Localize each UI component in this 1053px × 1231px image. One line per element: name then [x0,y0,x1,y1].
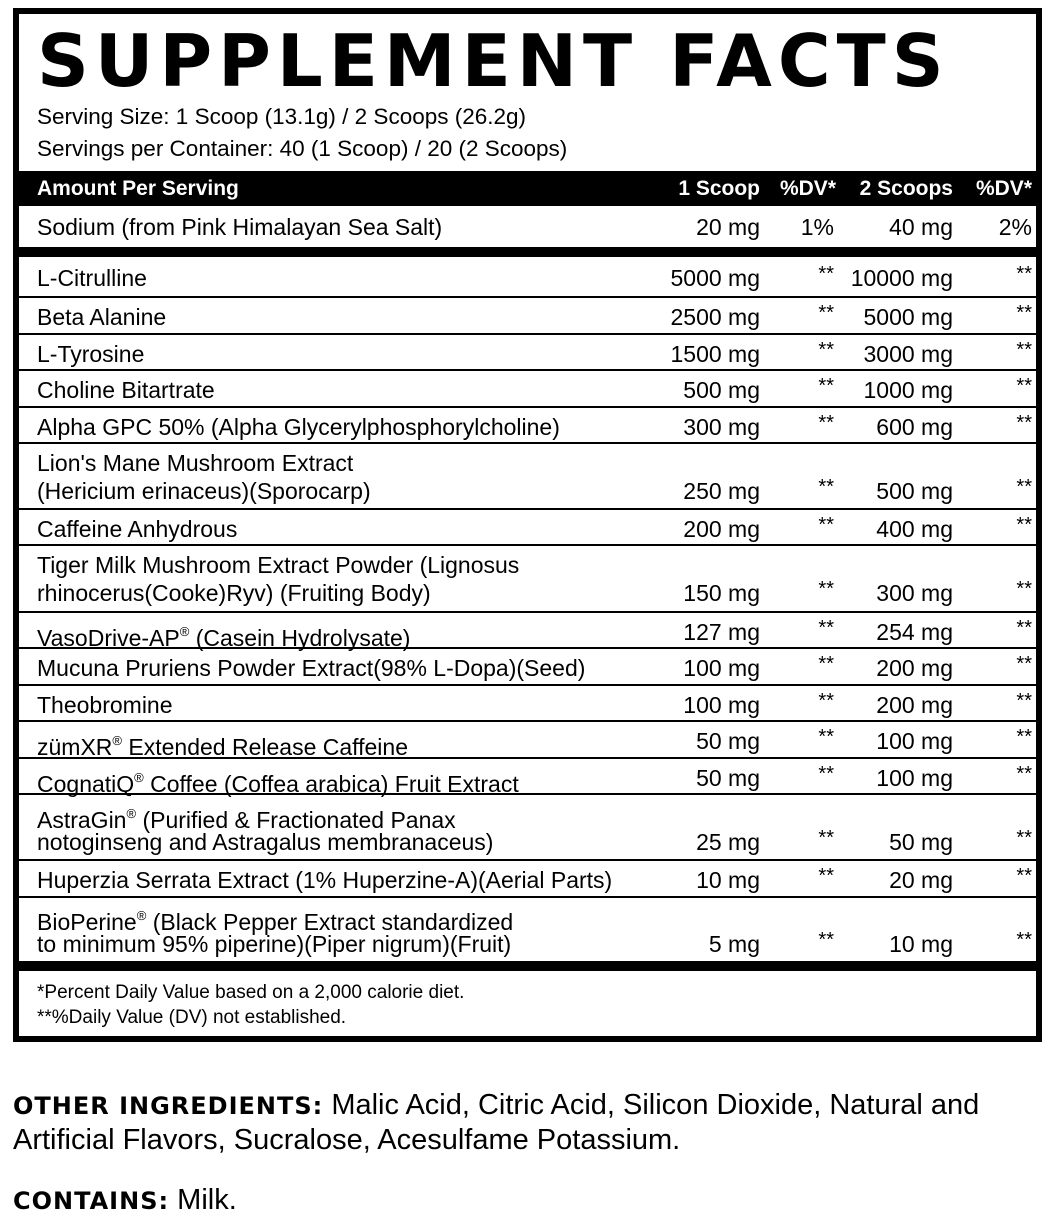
ingredient-row [19,684,1036,721]
registered-mark: ® [179,624,190,639]
ingredient-name-text: L-Citrulline [37,265,147,291]
dv-1-scoop: ** [818,375,834,397]
amount-2-scoops: 300 mg [876,580,953,606]
servings-per-container: Servings per Container: 40 (1 Scoop) / 20 (2 Scoops) [37,136,568,161]
registered-mark: ® [134,770,144,785]
amount-2-scoops: 200 mg [876,692,953,718]
dv-1-scoop: ** [818,763,834,785]
dv-1-scoop: ** [818,578,834,600]
amount-2-scoops: 100 mg [876,728,953,754]
amount-1-scoop: 50 mg [696,728,760,754]
registered-mark: ® [126,806,137,821]
amount-2-scoops: 50 mg [889,829,953,855]
header-dv2: %DV* [975,177,1032,200]
ingredient-row [19,333,1036,370]
amount-1-scoop: 1500 mg [670,341,760,367]
ingredient-row [19,508,1036,545]
serving-size: Serving Size: 1 Scoop (13.1g) / 2 Scoops (26.2g) [37,104,527,129]
amount-2-scoops: 20 mg [889,867,953,893]
amount-2-scoops: 1000 mg [863,377,953,403]
footnote-not-established: **%Daily Value (DV) not established. [37,1007,347,1028]
dv-2-scoops: ** [1016,263,1032,285]
ingredient-name-line [37,551,519,579]
table-header [19,172,1036,205]
sodium-dv1: 1% [800,214,834,240]
ingredient-name-line [37,727,408,761]
amount-1-scoop: 2500 mg [670,304,760,330]
ingredient-name-text: Alpha GPC 50% (Alpha Glycerylphosphorylcholine) [37,414,560,440]
ingredient-row [19,720,1036,758]
ingredient-row [19,296,1036,334]
ingredient-name-line [37,340,144,368]
ingredient-row [19,544,1036,612]
dv-2-scoops: ** [1016,617,1032,639]
ingredient-row [19,611,1036,651]
ingredient-name-line [37,477,371,505]
ingredient-name-line [37,264,147,292]
sodium-v2: 40 mg [889,214,953,240]
ingredient-name-line [37,866,612,894]
sodium-row [19,210,1036,246]
dv-2-scoops: ** [1016,578,1032,600]
dv-1-scoop: ** [818,827,834,849]
ingredient-row [19,896,1036,962]
ingredient-name-text: AstraGin [37,807,127,833]
dv-2-scoops: ** [1016,375,1032,397]
footnote-dv: *Percent Daily Value based on a 2,000 calorie diet. [37,982,465,1003]
ingredient-name-line [37,691,173,719]
amount-1-scoop: 250 mg [683,478,760,504]
dv-2-scoops: ** [1016,690,1032,712]
other-ingredients-text: Malic Acid, Citric Acid, Silicon Dioxide, Natural and Artificial Flavors, Sucralose, Acesulfame Potassium. [13,1089,980,1156]
amount-2-scoops: 254 mg [876,619,953,645]
dv-1-scoop: ** [818,929,834,951]
amount-2-scoops: 400 mg [876,516,953,542]
amount-1-scoop: 127 mg [683,619,760,645]
ingredient-name-text: L-Tyrosine [37,341,145,367]
ingredient-name-text: BioPerine [37,909,137,935]
dv-2-scoops: ** [1016,763,1032,785]
divider-footnotes [19,961,1036,971]
header-scoop2: 2 Scoops [859,177,953,200]
amount-1-scoop: 100 mg [683,692,760,718]
ingredient-row [19,259,1036,295]
header-amount: Amount Per Serving [37,177,239,200]
ingredient-row [19,442,1036,509]
ingredient-name-line [37,579,431,607]
ingredient-name-text: Lion's Mane Mushroom Extract [37,450,354,476]
ingredient-name-text: Caffeine Anhydrous [37,516,238,542]
amount-2-scoops: 3000 mg [863,341,953,367]
dv-2-scoops: ** [1016,514,1032,536]
amount-2-scoops: 200 mg [876,655,953,681]
dv-2-scoops: ** [1016,827,1032,849]
ingredient-row [19,757,1036,797]
sodium-v1: 20 mg [696,214,760,240]
ingredient-name-text: VasoDrive-AP [37,625,180,651]
dv-1-scoop: ** [818,653,834,675]
amount-1-scoop: 200 mg [683,516,760,542]
amount-2-scoops: 600 mg [876,414,953,440]
amount-1-scoop: 300 mg [683,414,760,440]
dv-1-scoop: ** [818,263,834,285]
ingredient-name-text: Theobromine [37,692,173,718]
dv-1-scoop: ** [818,514,834,536]
dv-1-scoop: ** [818,865,834,887]
dv-1-scoop: ** [818,690,834,712]
dv-2-scoops: ** [1016,302,1032,324]
amount-1-scoop: 100 mg [683,655,760,681]
ingredient-name-text: Tiger Milk Mushroom Extract Powder (Lignosus [37,552,520,578]
ingredient-name-text: Choline Bitartrate [37,377,215,403]
dv-2-scoops: ** [1016,653,1032,675]
amount-2-scoops: 10 mg [889,931,953,957]
ingredient-row [19,793,1036,860]
dv-2-scoops: ** [1016,726,1032,748]
ingredient-name-text: (Purified & Fractionated Panax [142,807,456,833]
dv-1-scoop: ** [818,617,834,639]
ingredient-name-line [37,515,237,543]
contains-label: CONTAINS: [13,1187,170,1215]
header-scoop1: 1 Scoop [678,177,760,200]
amount-1-scoop: 10 mg [696,867,760,893]
amount-1-scoop: 500 mg [683,377,760,403]
ingredient-name-text: to minimum 95% piperine)(Piper nigrum)(Fruit) [37,931,512,957]
ingredient-name-text: Mucuna Pruriens Powder Extract(98% L-Dopa)(Seed) [37,655,586,681]
ingredient-name-text: rhinocerus(Cooke)Ryv) (Fruiting Body) [37,580,431,606]
amount-2-scoops: 100 mg [876,765,953,791]
ingredient-name-text: notoginseng and Astragalus membranaceus) [37,829,494,855]
dv-2-scoops: ** [1016,339,1032,361]
sodium-dv2: 2% [998,214,1032,240]
dv-2-scoops: ** [1016,929,1032,951]
amount-1-scoop: 5000 mg [670,265,760,291]
other-ingredients-label: OTHER INGREDIENTS: [13,1092,324,1120]
ingredient-name-text: Extended Release Caffeine [128,734,408,760]
ingredient-row [19,406,1036,443]
amount-2-scoops: 500 mg [876,478,953,504]
registered-mark: ® [136,908,147,923]
ingredient-name-text: Coffee (Coffea arabica) Fruit Extract [150,771,519,797]
amount-1-scoop: 5 mg [708,931,760,957]
ingredient-name-text: (Hericium erinaceus)(Sporocarp) [37,478,371,504]
ingredient-row [19,369,1036,407]
supplement-facts-panel [13,8,1042,1042]
contains-text: Milk. [177,1184,237,1216]
other-ingredients [13,1088,1043,1157]
dv-1-scoop: ** [818,302,834,324]
ingredient-name-line [37,449,353,477]
header-dv1: %DV* [779,177,836,200]
dv-1-scoop: ** [818,476,834,498]
amount-1-scoop: 150 mg [683,580,760,606]
contains [13,1183,1043,1218]
ingredient-name-line [37,303,166,331]
dv-1-scoop: ** [818,339,834,361]
amount-2-scoops: 10000 mg [850,265,953,291]
ingredient-name-text: (Casein Hydrolysate) [195,625,411,651]
ingredient-name-line [37,930,511,958]
ingredient-name-line [37,413,560,441]
ingredient-name-line [37,376,215,404]
ingredient-name-text: (Black Pepper Extract standardized [152,909,514,935]
dv-1-scoop: ** [818,412,834,434]
ingredient-name-text: zümXR [37,734,113,760]
ingredient-name-line [37,654,585,682]
ingredient-name-text: Huperzia Serrata Extract (1% Huperzine-A)(Aerial Parts) [37,867,613,893]
ingredient-row [19,647,1036,685]
dv-2-scoops: ** [1016,865,1032,887]
registered-mark: ® [112,733,122,748]
panel-title: SUPPLEMENT FACTS [37,19,950,103]
ingredient-name-text: CognatiQ [37,771,135,797]
sodium-name: Sodium (from Pink Himalayan Sea Salt) [37,214,443,240]
dv-2-scoops: ** [1016,476,1032,498]
dv-2-scoops: ** [1016,412,1032,434]
amount-2-scoops: 5000 mg [863,304,953,330]
ingredient-name-text: Beta Alanine [37,304,167,330]
amount-1-scoop: 50 mg [696,765,760,791]
ingredient-name-line [37,828,493,856]
dv-1-scoop: ** [818,726,834,748]
ingredient-row [19,859,1036,897]
divider-thick [19,247,1036,257]
amount-1-scoop: 25 mg [696,829,760,855]
